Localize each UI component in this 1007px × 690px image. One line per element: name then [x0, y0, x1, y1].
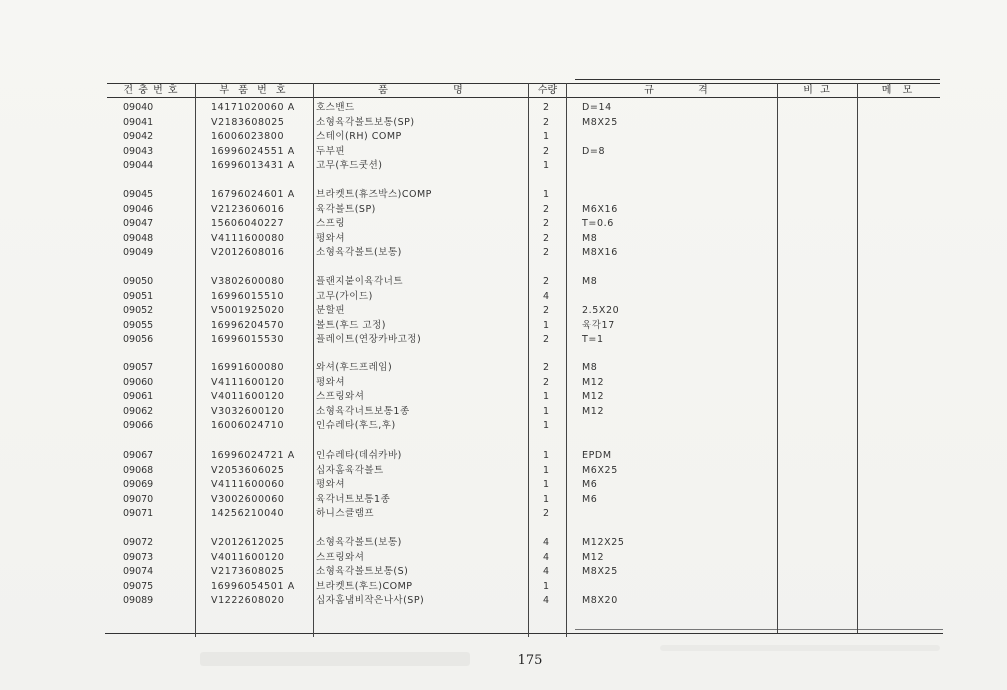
part-number: V3002600060: [211, 493, 285, 505]
part-number: 16991600080: [211, 362, 285, 373]
quantity: 2: [542, 145, 550, 157]
specification: M8X16: [582, 247, 618, 258]
quantity: 1: [542, 580, 550, 592]
specification: M6: [582, 493, 598, 505]
part-name: 스프링: [316, 218, 346, 229]
part-name: 육각볼트(SP): [316, 203, 376, 215]
table-bottom-rule-2: [575, 629, 943, 630]
quantity: 4: [542, 551, 550, 563]
item-code: 09057: [123, 362, 154, 373]
part-name: 와셔(후드프레임): [316, 362, 393, 373]
part-number: V3032600120: [211, 405, 285, 417]
quantity: 2: [542, 508, 550, 519]
col-divider-3: [528, 83, 529, 637]
part-name: 십자홈육각볼트: [316, 464, 384, 476]
quantity: 4: [542, 290, 550, 302]
col-divider-4: [566, 83, 567, 637]
header-memo: 메 모: [881, 85, 917, 96]
specification: 2.5X20: [582, 305, 620, 316]
part-number: 16996015510: [211, 290, 285, 302]
quantity: 1: [542, 131, 550, 142]
quantity: 1: [542, 420, 550, 431]
part-name: 플레이트(연장카바고정): [316, 334, 422, 345]
quantity: 1: [542, 450, 550, 461]
quantity: 2: [542, 276, 550, 287]
part-name: 소형육각볼트보통(SP): [316, 116, 415, 128]
quantity: 1: [542, 479, 550, 490]
item-code: 09046: [123, 203, 154, 215]
quantity: 2: [542, 232, 550, 244]
part-number: V4011600120: [211, 551, 285, 563]
specification: M8X25: [582, 566, 618, 577]
part-number: V4111600120: [211, 376, 285, 388]
item-code: 09072: [123, 537, 154, 548]
item-code: 09066: [123, 420, 154, 431]
specification: M12: [582, 376, 605, 388]
part-number: V2012612025: [211, 537, 285, 548]
header-name-left: 품: [378, 85, 390, 96]
header-spec-left: 규: [644, 85, 656, 96]
part-name: 소형육각볼트보통(S): [316, 566, 409, 577]
specification: T=1: [582, 334, 604, 345]
header-remark: 비 고: [803, 85, 832, 96]
item-code: 09043: [123, 145, 154, 157]
part-number: 14256210040: [211, 508, 285, 519]
specification: M6X16: [582, 203, 618, 215]
quantity: 2: [542, 247, 550, 258]
specification: M12: [582, 391, 605, 402]
part-name: 볼트(후드 고정): [316, 319, 386, 331]
quantity: 1: [542, 405, 550, 417]
item-code: 09061: [123, 391, 154, 402]
part-number: V4111600080: [211, 232, 285, 244]
part-name: 인슈레타(데쉬카바): [316, 450, 402, 461]
part-name: 브라켓트(후드)COMP: [316, 580, 413, 592]
item-code: 09070: [123, 493, 154, 505]
part-number: V4011600120: [211, 391, 285, 402]
specification: M8X20: [582, 595, 618, 606]
scan-smudge: [200, 652, 470, 666]
quantity: 1: [542, 464, 550, 476]
part-number: V2123606016: [211, 203, 285, 215]
part-name: 소형육각볼트(보통): [316, 537, 402, 548]
item-code: 09068: [123, 464, 154, 476]
part-number: V2012608016: [211, 247, 285, 258]
quantity: 2: [542, 362, 550, 373]
part-name: 소형육각너트보통1종: [316, 405, 410, 417]
item-code: 09067: [123, 450, 154, 461]
part-name: 플랜지붙이육각너트: [316, 276, 404, 287]
item-code: 09055: [123, 319, 154, 331]
item-code: 09071: [123, 508, 154, 519]
quantity: 1: [542, 160, 550, 171]
item-code: 09056: [123, 334, 154, 345]
part-number: 16996015530: [211, 334, 285, 345]
item-code: 09060: [123, 376, 154, 388]
header-spec-right: 격: [698, 85, 710, 96]
specification: D=8: [582, 145, 606, 157]
specification: M8: [582, 276, 598, 287]
quantity: 4: [542, 566, 550, 577]
col-divider-5: [777, 83, 778, 633]
quantity: 1: [542, 391, 550, 402]
part-name: 평와셔: [316, 232, 346, 244]
item-code: 09042: [123, 131, 154, 142]
part-number: 16996024551 A: [211, 145, 295, 157]
item-code: 09051: [123, 290, 154, 302]
part-number: 16996024721 A: [211, 450, 295, 461]
part-name: 인슈레타(후드,후): [316, 420, 396, 431]
specification: M6: [582, 479, 598, 490]
specification: M8: [582, 232, 598, 244]
part-number: V5001925020: [211, 305, 285, 316]
item-code: 09048: [123, 232, 154, 244]
part-name: 분할핀: [316, 305, 346, 316]
part-name: 평와셔: [316, 479, 346, 490]
top-rule-thin: [575, 79, 940, 80]
part-name: 소형육각볼트(보통): [316, 247, 402, 258]
specification: M6X25: [582, 464, 618, 476]
item-code: 09069: [123, 479, 154, 490]
quantity: 1: [542, 319, 550, 331]
specification: M12X25: [582, 537, 625, 548]
header-code: 건 충 번 호: [123, 85, 179, 96]
item-code: 09047: [123, 218, 154, 229]
item-code: 09050: [123, 276, 154, 287]
specification: D=14: [582, 102, 612, 113]
part-name: 고무(후드쿳션): [316, 160, 383, 171]
item-code: 09045: [123, 189, 154, 200]
col-divider-6: [857, 83, 858, 633]
part-name: 호스밴드: [316, 102, 355, 113]
part-number: 15606040227: [211, 218, 285, 229]
part-number: 16996013431 A: [211, 160, 295, 171]
item-code: 09041: [123, 116, 154, 128]
quantity: 1: [542, 493, 550, 505]
part-name: 고무(가이드): [316, 290, 373, 302]
specification: M8: [582, 362, 598, 373]
header-bottom-rule: [107, 97, 940, 98]
specification: M8X25: [582, 116, 618, 128]
quantity: 2: [542, 376, 550, 388]
header-name-right: 명: [453, 85, 465, 96]
quantity: 2: [542, 102, 550, 113]
part-number: 16006024710: [211, 420, 285, 431]
part-name: 평와셔: [316, 376, 346, 388]
part-number: 16996054501 A: [211, 580, 295, 592]
part-name: 브라켓트(휴즈박스)COMP: [316, 189, 432, 200]
part-name: 두부핀: [316, 145, 346, 157]
part-number: V3802600080: [211, 276, 285, 287]
header-part-number: 부 품 번 호: [219, 85, 289, 96]
item-code: 09052: [123, 305, 154, 316]
item-code: 09062: [123, 405, 154, 417]
header-top-rule: [107, 83, 940, 84]
part-number: 16006023800: [211, 131, 285, 142]
quantity: 1: [542, 189, 550, 200]
quantity: 2: [542, 305, 550, 316]
specification: T=0.6: [582, 218, 614, 229]
page-number: 175: [517, 653, 543, 668]
quantity: 2: [542, 218, 550, 229]
quantity: 2: [542, 203, 550, 215]
part-number: V1222608020: [211, 595, 285, 606]
quantity: 4: [542, 595, 550, 606]
item-code: 09075: [123, 580, 154, 592]
part-name: 스테이(RH) COMP: [316, 131, 402, 142]
col-divider-2: [313, 83, 314, 637]
specification: 육각17: [582, 319, 615, 331]
item-code: 09044: [123, 160, 154, 171]
part-name: 육각너트보통1종: [316, 493, 391, 505]
scan-smudge: [660, 645, 940, 651]
part-name: 십자홈냄비작은나사(SP): [316, 595, 425, 606]
quantity: 2: [542, 116, 550, 128]
part-number: V2053606025: [211, 464, 285, 476]
specification: M12: [582, 551, 605, 563]
specification: EPDM: [582, 450, 612, 461]
part-number: V2173608025: [211, 566, 285, 577]
part-name: 스프링와셔: [316, 551, 365, 563]
item-code: 09040: [123, 102, 154, 113]
item-code: 09049: [123, 247, 154, 258]
item-code: 09073: [123, 551, 154, 563]
part-name: 하니스클램프: [316, 508, 375, 519]
part-name: 스프링와셔: [316, 391, 365, 402]
table-bottom-rule: [105, 633, 943, 634]
part-number: 14171020060 A: [211, 102, 295, 113]
specification: M12: [582, 405, 605, 417]
part-number: 16796024601 A: [211, 189, 295, 200]
part-number: 16996204570: [211, 319, 285, 331]
item-code: 09089: [123, 595, 154, 606]
col-divider-1: [195, 83, 196, 637]
quantity: 4: [542, 537, 550, 548]
header-quantity: 수량: [537, 85, 558, 96]
part-number: V2183608025: [211, 116, 285, 128]
quantity: 2: [542, 334, 550, 345]
item-code: 09074: [123, 566, 154, 577]
part-number: V4111600060: [211, 479, 285, 490]
